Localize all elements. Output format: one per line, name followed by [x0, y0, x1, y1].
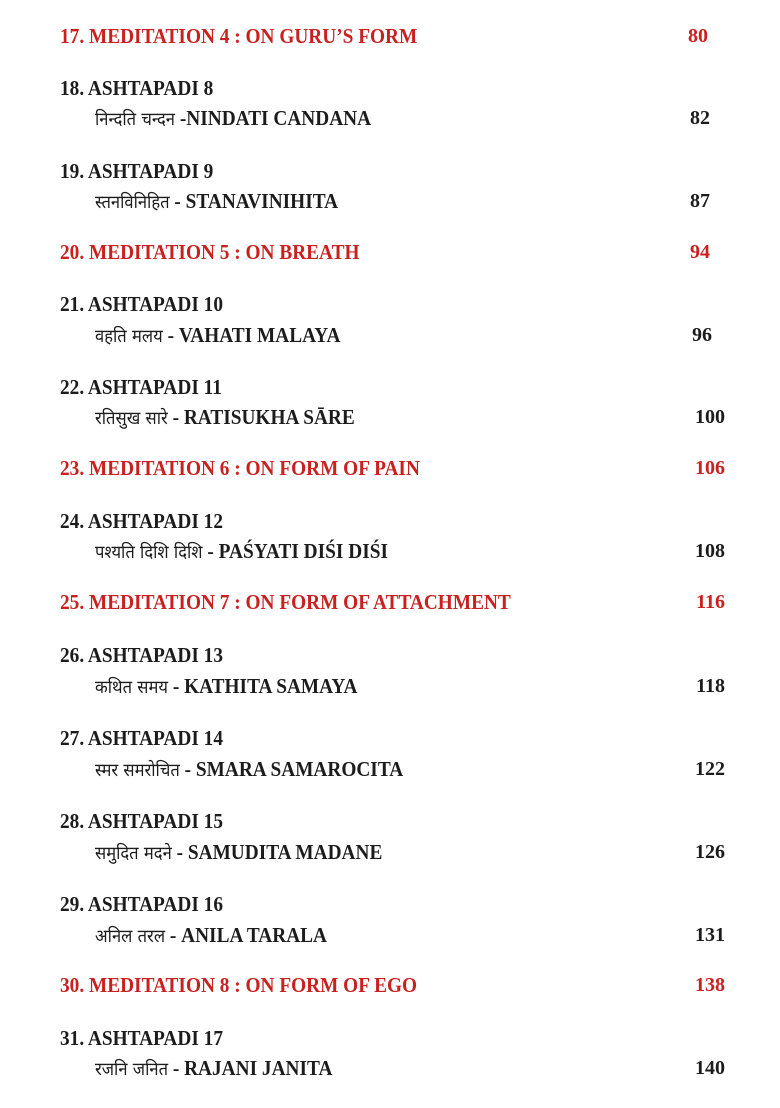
entry-subtitle: स्तनविनिहित - STANAVINIHITA	[95, 189, 339, 213]
page-number: 108	[695, 540, 725, 562]
page-number: 96	[692, 324, 712, 346]
entry-subtitle: रतिसुख सारे - RATISUKHA SĀRE	[95, 405, 355, 429]
page-number: 87	[690, 190, 710, 212]
entry-subtitle: अनिल तरल - ANILA TARALA	[95, 923, 327, 947]
entry-heading: 20. MEDITATION 5 : ON BREATH	[60, 240, 360, 264]
entry-subtitle: निन्दति चन्दन -NINDATI CANDANA	[95, 106, 372, 130]
entry-heading: 23. MEDITATION 6 : ON FORM OF PAIN	[60, 456, 420, 480]
entry-heading: 24. ASHTAPADI 12	[60, 509, 223, 533]
entry-heading: 28. ASHTAPADI 15	[60, 809, 223, 833]
entry-heading: 18. ASHTAPADI 8	[60, 76, 214, 100]
entry-subtitle: वहति मलय - VAHATI MALAYA	[95, 323, 341, 347]
page-number: 126	[695, 841, 725, 863]
entry-heading: 22. ASHTAPADI 11	[60, 375, 222, 399]
entry-subtitle: समुदित मदने - SAMUDITA MADANE	[95, 840, 383, 864]
entry-heading: 19. ASHTAPADI 9	[60, 159, 214, 183]
entry-subtitle: पश्यति दिशि दिशि - PAŚYATI DIŚI DIŚI	[95, 539, 388, 563]
page-number: 106	[695, 457, 725, 479]
page-number: 80	[688, 25, 708, 47]
page-number: 100	[695, 406, 725, 428]
page-number: 138	[695, 974, 725, 996]
entry-subtitle: कथित समय - KATHITA SAMAYA	[95, 674, 358, 698]
entry-heading: 30. MEDITATION 8 : ON FORM OF EGO	[60, 973, 418, 997]
entry-heading: 21. ASHTAPADI 10	[60, 292, 223, 316]
page-number: 82	[690, 107, 710, 129]
page-number: 94	[690, 241, 710, 263]
entry-subtitle: स्मर समरोचित - SMARA SAMAROCITA	[95, 757, 404, 781]
entry-heading: 29. ASHTAPADI 16	[60, 892, 223, 916]
page-number: 140	[695, 1057, 725, 1079]
entry-heading: 27. ASHTAPADI 14	[60, 726, 223, 750]
page-number: 131	[695, 924, 725, 946]
entry-heading: 17. MEDITATION 4 : ON GURU’S FORM	[60, 24, 418, 48]
entry-heading: 26. ASHTAPADI 13	[60, 643, 223, 667]
entry-subtitle: रजनि जनित - RAJANI JANITA	[95, 1056, 333, 1080]
page-number: 122	[695, 758, 725, 780]
page-number: 118	[696, 675, 725, 697]
entry-heading: 25. MEDITATION 7 : ON FORM OF ATTACHMENT	[60, 590, 511, 614]
page-number: 116	[696, 591, 725, 613]
entry-heading: 31. ASHTAPADI 17	[60, 1026, 223, 1050]
